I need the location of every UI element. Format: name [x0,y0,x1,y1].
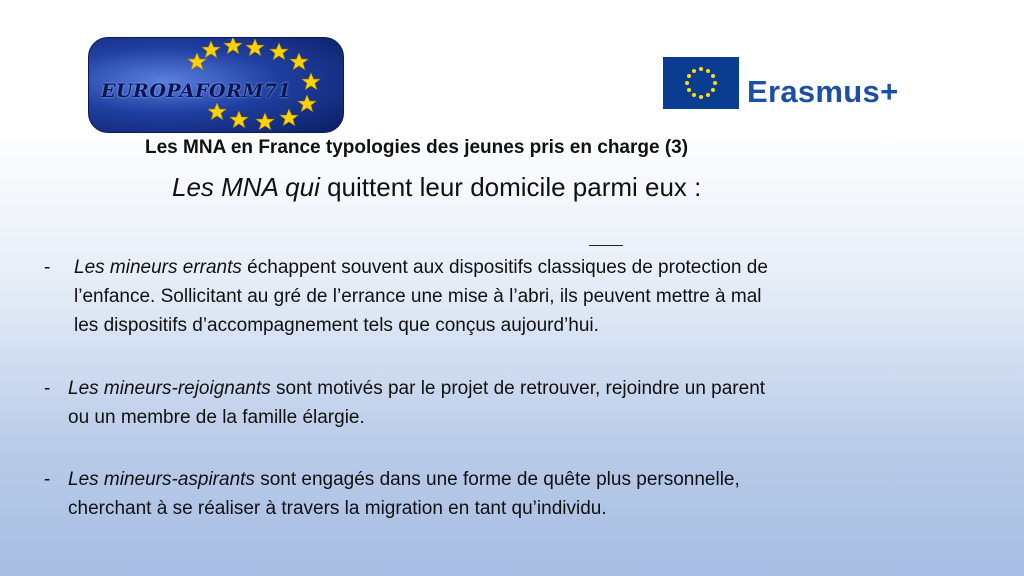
subtitle-italic: Les MNA qui [172,172,320,202]
europaform-logo-text: EUROPAFORM71 [101,80,292,102]
erasmus-logo-text: Erasmus+ [747,74,899,109]
bullet-line [68,374,765,403]
bullet-term: Les mineurs-rejoignants [68,378,271,399]
erasmus-logo [627,32,948,137]
slide-title: Les MNA en France typologies des jeunes pris en charge (3) [145,137,689,158]
slide-subtitle [172,172,701,203]
bullet-line-rest: sont engagés dans une forme de quête plus personnelle, [254,469,740,490]
bullet-line-rest: sont motivés par le projet de retrouver, rejoindre un parent [270,378,766,399]
bullet-term: Les mineurs-aspirants [68,469,255,490]
europaform-logo [88,37,344,133]
bullet-dash: - [44,469,51,490]
bullet-line: ou un membre de la famille élargie. [68,407,365,428]
bullet-line: l’enfance. Sollicitant au gré de l’errance une mise à l’abri, ils peuvent mettre à mal [74,286,762,307]
bullet-dash: - [44,378,51,399]
bullet-line [74,253,768,282]
bullet-term: Les mineurs errants [74,257,242,278]
bullet-line: les dispositifs d’accompagnement tels que conçus aujourd’hui. [74,315,599,336]
decorative-line [589,245,623,246]
eu-flag-icon [663,57,739,109]
bullet-line: cherchant à se réaliser à travers la migration en tant qu’individu. [68,498,607,519]
subtitle-rest: quittent leur domicile parmi eux : [319,172,702,202]
bullet-line [68,465,740,494]
bullet-line-rest: échappent souvent aux dispositifs classiques de protection de [241,257,768,278]
bullet-dash: - [44,257,51,278]
